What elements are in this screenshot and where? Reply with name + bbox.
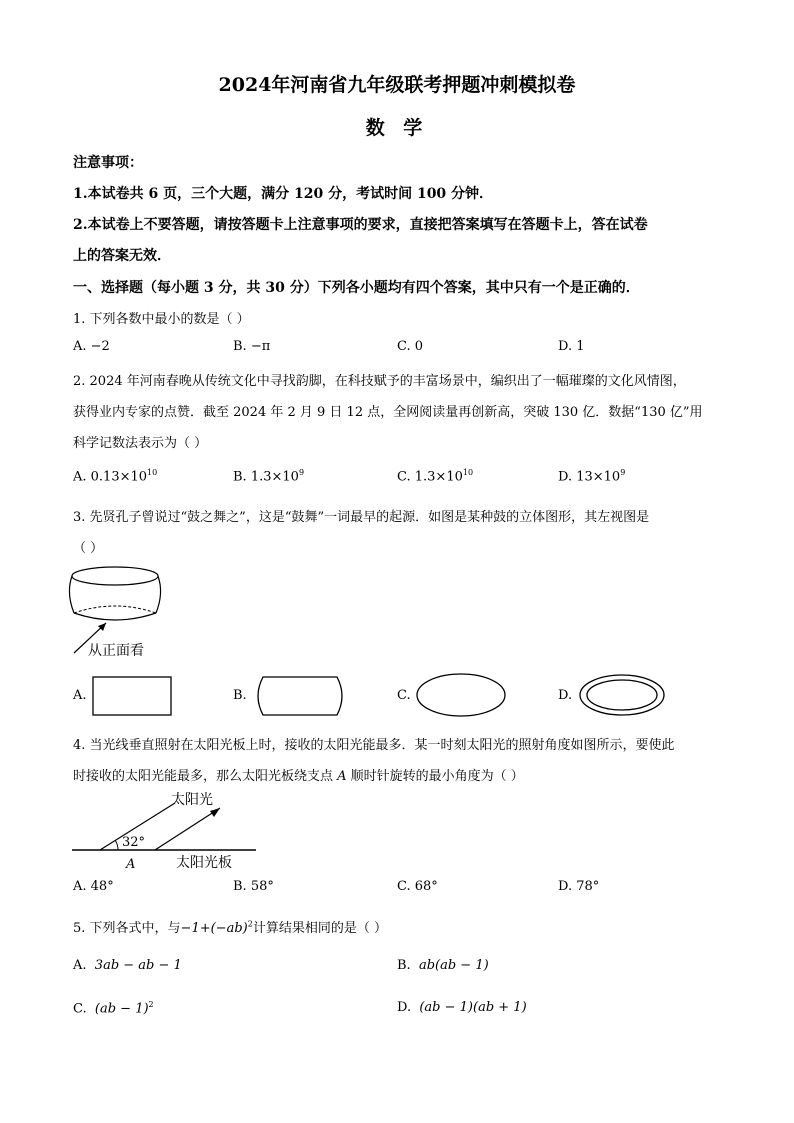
q3-option-a-label: A.	[73, 688, 87, 703]
q5-option-d: D. (ab − 1)(ab + 1)	[397, 1000, 527, 1015]
q1-option-d: D. 1	[558, 339, 585, 354]
q3-view-label: 从正面看	[88, 643, 144, 659]
q2-line1: 2. 2024 年河南春晚从传统文化中寻找韵脚，在科技赋予的丰富场景中，编织出了一幅璀璨的文化风情图，	[73, 374, 686, 389]
subject-title: 数 学	[365, 117, 429, 139]
q4-option-c: C. 68°	[397, 879, 438, 894]
page-title: 2024年河南省九年级联考押题冲刺模拟卷	[218, 74, 576, 96]
solar-panel-figure	[70, 788, 260, 872]
q4-line1: 4. 当光线垂直照射在太阳光板上时，接收的太阳光能最多．某一时刻太阳光的照射角度如图所示，要使此	[73, 738, 675, 753]
drum-bottom-front	[74, 613, 156, 620]
q1-stem: 1. 下列各数中最小的数是（ ）	[73, 312, 250, 327]
q4-option-b: B. 58°	[233, 879, 274, 894]
q2-option-c: C. $1.3\times 10^{10}$	[397, 468, 474, 485]
q3-option-d-double-ellipse	[578, 672, 666, 718]
drum-top-ellipse	[72, 567, 158, 585]
fig-point-label: A	[126, 857, 136, 872]
q3-option-b-hexagon	[253, 676, 349, 718]
section1-heading: 一、选择题（每小题 3 分，共 30 分）下列各小题均有四个答案，其中只有一个是正确的．	[73, 280, 640, 296]
fig-angle-label: 32°	[122, 835, 146, 850]
fig-sun-label: 太阳光	[171, 792, 213, 808]
notice-heading: 注意事项：	[73, 155, 143, 171]
q3-line1: 3. 先贤孔子曾说过“鼓之舞之”，这是“鼓舞”一词最早的起源．如图是某种鼓的立体图形，其左视图是	[73, 510, 650, 525]
q2-option-b: B. $1.3\times 10^9$	[233, 468, 305, 485]
drum-bottom-back	[74, 606, 156, 613]
q5-option-a: A. 3ab − ab − 1	[73, 958, 182, 973]
q5-option-c: C. (ab − 1)$^2$	[73, 1000, 154, 1017]
q4-option-a: A. 48°	[73, 879, 114, 894]
q3-option-c-label: C.	[397, 688, 411, 703]
notice-item-1: 1.本试卷共 6 页，三个大题，满分 120 分，考试时间 100 分钟．	[73, 186, 494, 202]
q3-option-c-ellipse	[415, 672, 507, 718]
q3-option-b-label: B.	[233, 688, 247, 703]
q4-option-d: D. 78°	[558, 879, 600, 894]
q3-option-a-rectangle	[92, 676, 174, 718]
q2-option-a: A. $0.13\times 10^{10}$	[73, 468, 158, 485]
q1-option-c: C. 0	[397, 339, 424, 354]
q5-stem: 5. 下列各式中，与$-1+(-ab)^2$计算结果相同的是（ ）	[73, 919, 387, 936]
sun-ray-2	[155, 808, 220, 850]
q4-line2: 时接收的太阳光能最多，那么太阳光板绕支点 A 顺时针旋转的最小角度为（ ）	[73, 769, 524, 784]
q1-option-a: A. −2	[73, 339, 110, 354]
drum-right-side	[156, 576, 161, 613]
q1-option-b: B. −π	[233, 339, 271, 354]
angle-arc	[115, 840, 118, 850]
notice-item-2-line1: 2.本试卷上不要答题，请按答题卡上注意事项的要求，直接把答案填写在答题卡上，答在试卷	[73, 217, 648, 233]
q5-option-b: B. ab(ab − 1)	[397, 958, 489, 973]
drum-left-side	[69, 576, 74, 613]
q2-option-d: D. $13\times 10^9$	[558, 468, 626, 485]
q2-line2: 获得业内专家的点赞．截至 2024 年 2 月 9 日 12 点，全网阅读量再创新高，突破 130 亿．数据“130 亿”用	[73, 405, 703, 420]
notice-item-2-line2: 上的答案无效．	[73, 248, 171, 264]
q2-line3: 科学记数法表示为（ ）	[73, 436, 208, 451]
q3-option-d-label: D.	[558, 688, 573, 703]
fig-panel-label: 太阳光板	[176, 855, 232, 871]
sun-ray-2-arrow	[210, 808, 220, 817]
q3-line2: （ ）	[73, 541, 104, 556]
